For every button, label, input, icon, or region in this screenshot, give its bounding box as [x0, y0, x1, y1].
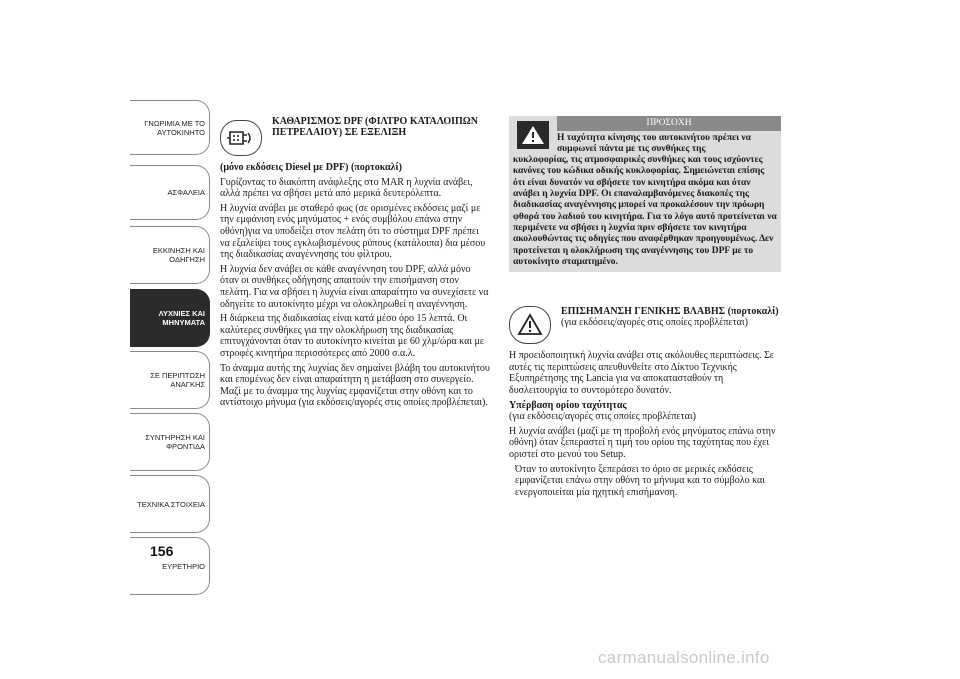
paragraph: Η λυχνία ανάβει με σταθερό φως (σε ορισμένες εκδόσεις μαζί με την εμφάνιση ενός μηνύματος + ενός συμβόλου επάνω στην οθόνη)για να υποδείξει στον πελάτη ότι το σύστημα DPF πρέπει να εξαλείψει τους εγκλωβισμένους ρύπους (κατάλοιπα) δια μέσου της διαδικασίας αναγέννησης του φίλτρου. — [220, 202, 486, 261]
general-fault-title-block — [561, 306, 779, 329]
dpf-icon — [220, 120, 262, 156]
paragraph: Η προειδοποιητική λυχνία ανάβει στις ακόλουθες περιπτώσεις. Σε αυτές τις περιπτώσεις απευθυνθείτε στο Δίκτυο Τεχνικής Εξυπηρέτησης της Lancia για να αποκατασταθούν τη δυσλειτουργία το συντομότερο δυνατόν. — [509, 350, 774, 396]
paragraph: Η λυχνία δεν ανάβει σε κάθε αναγέννηση του DPF, αλλά μόνο όταν οι συνθήκες οδήγησης απαιτούν την επισήμανση στον πελάτη. Για να σβήσει η λυχνία είναι απαραίτητο να συνεχίσετε να οδηγείτε το αυτοκίνητο μέχρι να ολοκληρωθεί η αναγέννηση. — [220, 263, 489, 310]
tab-label: ΓΝΩΡΙΜΙΑ ΜΕ ΤΟ ΑΥΤΟΚΙΝΗΤΟ — [144, 118, 205, 137]
tab-label: ΕΥΡΕΤΗΡΙΟ — [162, 561, 205, 571]
tab-label: ΤΕΧΝΙΚΑ ΣΤΟΙΧΕΙΑ — [137, 499, 205, 509]
dpf-subtitle: (μόνο εκδόσεις Diesel με DPF) (πορτοκαλί) — [220, 162, 402, 173]
general-fault-subtitle: (για εκδόσεις/αγορές στις οποίες προβλέπεται) — [561, 317, 748, 329]
caution-header: ΠΡΟΣΟΧΗ — [557, 116, 781, 131]
caution-first-line: Η ταχύτητα κίνησης του αυτοκινήτου πρέπει να συμφωνεί πάντα με τις συνθήκες της — [557, 132, 751, 154]
tab-label: ΣΥΝΤΗΡΗΣΗ ΚΑΙ ΦΡΟΝΤΙΔΑ — [145, 433, 205, 451]
general-fault-title: ΕΠΙΣΗΜΑΝΣΗ ΓΕΝΙΚΗΣ ΒΛΑΒΗΣ (πορτοκαλί) — [561, 306, 779, 318]
speed-limit-title: Υπέρβαση ορίου ταχύτητας — [509, 399, 627, 411]
paragraph: Η διάρκεια της διαδικασίας είναι κατά μέσο όρο 15 λεπτά. Οι καλύτερες συνθήκες για την ολοκλήρωση της διαδικασίας επιτυγχάνονται όταν το αυτοκίνητο κινείται με 60 χλμ/ώρα και με στροφές κινητήρα περισσότερες από 2000 σ.α.λ. — [220, 313, 485, 359]
dpf-heading — [220, 116, 490, 156]
caution-text — [509, 131, 781, 269]
paragraph: Γυρίζοντας το διακόπτη ανάφλεξης στο MAR η λυχνία ανάβει, αλλά πρέπει να σβήσει μετά από μερικά δευτερόλεπτα. — [220, 176, 473, 200]
paragraph: Όταν το αυτοκίνητο ξεπεράσει το όριο σε μερικές εκδόσεις εμφανίζεται επάνω στην οθόνη το μήνυμα και το σύμβολο και ενεργοποιείται μία ηχητική επισήμανση. — [515, 463, 765, 498]
paragraph: Το άναμμα αυτής της λυχνίας δεν σημαίνει βλάβη του αυτοκινήτου και επομένως δεν είναι απαραίτητη η μετάβαση στο συνεργείο. Μαζί με το άναμμα της λυχνίας εμφανίζεται στην οθόνη και το αντίστοιχο μήνυμα (για εκδόσεις/αγορές στις οποίες προβλέπεται). — [220, 362, 490, 409]
dpf-title: ΚΑΘΑΡΙΣΜΟΣ DPF (ΦΙΛΤΡΟ ΚΑΤΑΛΟΙΠΩΝ ΠΕΤΡΕΛΑΙΟΥ) ΣΕ ΕΞΕΛΙΞΗ — [272, 116, 479, 138]
caution-box — [509, 116, 781, 272]
warning-triangle-icon — [517, 121, 549, 149]
tab-starting-driving[interactable] — [130, 226, 210, 284]
tab-label: ΑΣΦΑΛΕΙΑ — [167, 188, 205, 197]
tab-safety[interactable] — [130, 165, 210, 220]
tab-maintenance[interactable] — [130, 413, 210, 471]
general-fault-icon — [509, 306, 551, 344]
tab-label: ΣΕ ΠΕΡΙΠΤΩΣΗ ΑΝΑΓΚΗΣ — [150, 371, 205, 389]
tab-technical-data[interactable] — [130, 475, 210, 533]
tab-emergency[interactable] — [130, 351, 210, 409]
tab-getting-to-know[interactable] — [130, 100, 210, 155]
left-column — [220, 116, 490, 412]
page-number: 156 — [150, 543, 174, 559]
watermark: carmanualsonline.info — [598, 648, 770, 667]
tab-warning-lights[interactable] — [130, 289, 210, 347]
right-column — [509, 116, 781, 501]
general-fault-heading — [509, 306, 781, 344]
caution-body: κυκλοφορίας, τις ατμοσφαιρικές συνθήκες και τους ισχύοντες κανόνες του κώδικα οδικής κυκλοφορίας. Σημειώνεται επίσης ότι είναι δυνατόν να σβήσετε τον κινητήρα ακόμα και όταν ανάβει η λυχνία DPF. Οι επαναλαμβανόμενες διακοπές της διαδικασίας αναγέννησης μπορεί να προκαλέσουν την πρόωρη φθορά του λαδιού του κινητήρα. Για το λόγο αυτό προτείνεται να περιμένετε να σβήσει η λυχνία πριν σβήσετε τον κινητήρα ακολουθώντας τις οδηγίες που αναφέρθηκαν προηγουμένως. Δεν προτείνεται η ολοκλήρωση της αναγέννησης του DPF με το αυτοκίνητο σταματημένο. — [513, 155, 777, 267]
paragraph: Η λυχνία ανάβει (μαζί με τη προβολή ενός μηνύματος επάνω στην οθόνη) όταν ξεπεραστεί η τιμή του ορίου της ταχύτητας που έχει οριστεί στο μενού του Setup. — [509, 425, 776, 460]
tab-label: ΛΥΧΝΙΕΣ ΚΑΙ ΜΗΝΥΜΑΤΑ — [158, 309, 205, 327]
tab-label: ΕΚΚΙΝΗΣΗ ΚΑΙ ΟΔΗΓΗΣΗ — [152, 246, 205, 264]
speed-limit-subtitle: (για εκδόσεις/αγορές στις οποίες προβλέπεται) — [509, 411, 696, 423]
